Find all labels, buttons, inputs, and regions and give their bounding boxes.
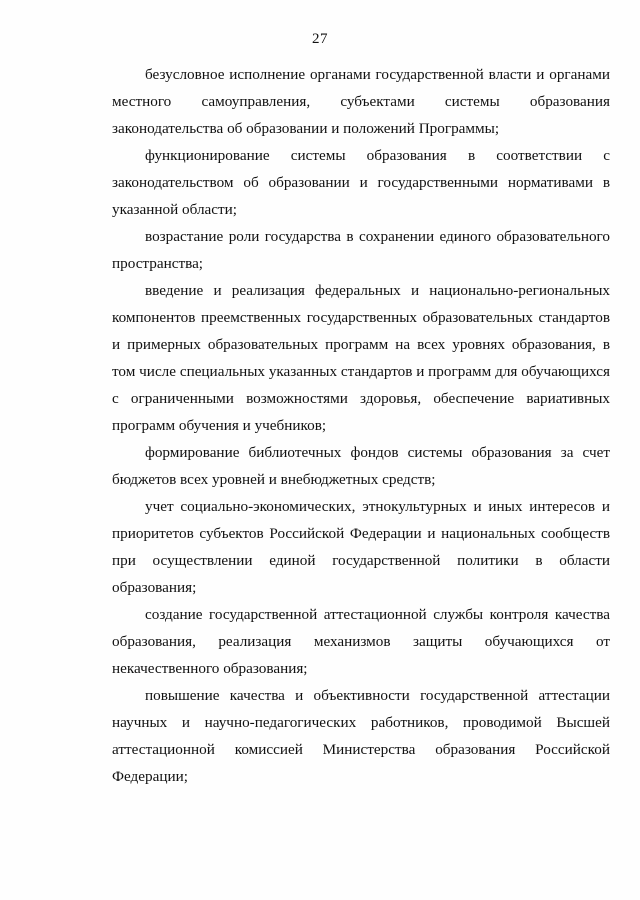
- paragraph-2: функционирование системы образования в соответствии с законодательством об образовании и государственными нормативами в указанной области;: [112, 147, 610, 218]
- paragraph-8: повышение качества и объективности государственной аттестации научных и научно-педагогических работников, проводимой Высшей аттестационной комиссией Министерства образования Российской Федерации;: [112, 687, 610, 785]
- page-number: 27: [312, 31, 328, 47]
- paragraph-1: безусловное исполнение органами государственной власти и органами местного самоуправления, субъектами системы образования законодательства об образовании и положений Программы;: [112, 66, 610, 137]
- paragraph-5: формирование библиотечных фондов системы образования за счет бюджетов всех уровней и внебюджетных средств;: [112, 444, 610, 488]
- paragraph-7: создание государственной аттестационной службы контроля качества образования, реализация механизмов защиты обучающихся от некачественного образования;: [112, 606, 610, 677]
- paragraph-6: учет социально-экономических, этнокультурных и иных интересов и приоритетов субъектов Российской Федерации и национальных сообществ при осуществлении единой государственной политики в области образования;: [112, 498, 610, 596]
- paragraph-4: введение и реализация федеральных и национально-региональных компонентов преемственных государственных образовательных стандартов и примерных образовательных программ на всех уровнях образования, в том числе специальных указанных стандартов и программ для обучающихся с ограниченными возможностями здоровья, обеспечение вариативных программ обучения и учебников;: [112, 282, 610, 434]
- document-body: [112, 61, 610, 790]
- paragraph-3: возрастание роли государства в сохранении единого образовательного пространства;: [112, 228, 610, 272]
